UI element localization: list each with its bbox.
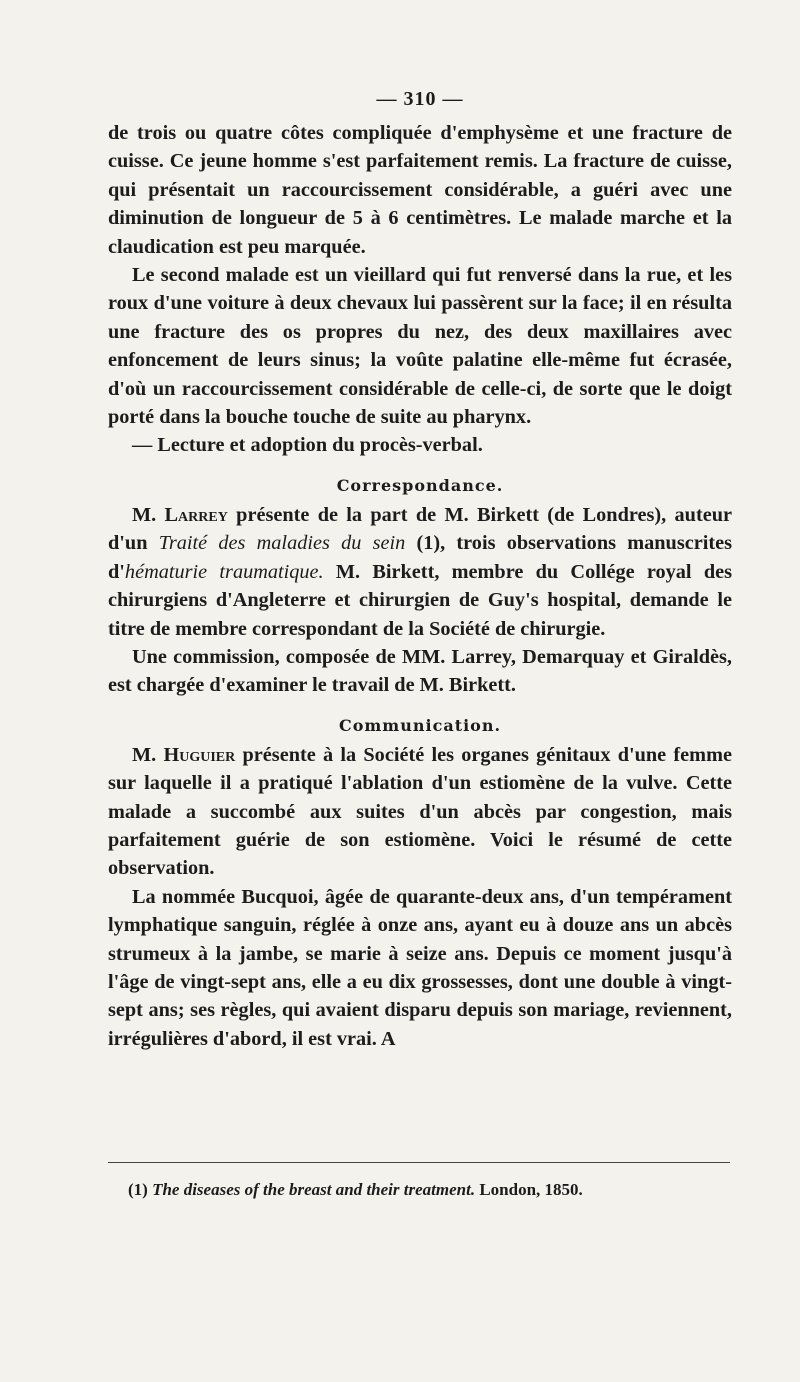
- page-number: — 310 —: [376, 88, 464, 110]
- footnote: [128, 1180, 583, 1200]
- paragraph-4: [108, 501, 732, 643]
- paragraph-6: [108, 741, 732, 883]
- author-name-larrey: Larrey: [164, 503, 228, 526]
- paragraph-5: Une commission, composée de MM. Larrey, Demarquay et Giraldès, est chargée d'examiner le travail de M. Birkett.: [108, 645, 732, 697]
- paragraph-1: de trois ou quatre côtes compliquée d'emphysème et une fracture de cuisse. Ce jeune homme s'est parfaitement remis. La fracture de cuisse, qui présentait un raccourcissement considérable, a guéri avec une diminution de longueur de 5 à 6 centimètres. Le malade marche et la claudication est peu marquée.: [108, 122, 732, 258]
- page-body: [108, 88, 732, 1053]
- footnote-title: The diseases of the breast and their treatment.: [152, 1180, 476, 1199]
- book-title: Traité des maladies du sein: [158, 532, 406, 555]
- text-run: présente à la Société les organes génitaux d'une femme sur laquelle il a pratiqué l'ablation d'un estiomène de la vulve. Cette malade a succombé aux suites d'un abcès par congestion, mais parfaitement guérie de son estiomène. Voici le résumé de cette observation.: [108, 743, 732, 880]
- text-run: M. Birkett, membre du Collége royal des chirurgiens d'Angleterre et chirurgien de Guy's hospital, demande le titre de membre correspondant de la Société de chirurgie.: [108, 560, 733, 640]
- footnote-marker: (1): [128, 1180, 153, 1199]
- text-run: M.: [132, 503, 165, 526]
- paragraph-7: La nommée Bucquoi, âgée de quarante-deux ans, d'un tempérament lymphatique sanguin, réglée à onze ans, ayant eu à douze ans un abcès strumeux à la jambe, se marie à seize ans. Depuis ce moment jusqu'à l'âge de vingt-sept ans, elle a eu dix grossesses, dont une double à vingt-sept ans; ses règles, qui avaient disparu depuis son mariage, reviennent, irrégulières d'abord, il est vrai. A: [108, 885, 732, 1050]
- footnote-divider: [108, 1162, 730, 1163]
- text-run: (1), trois observations manuscrites d': [108, 532, 732, 583]
- text-run: M.: [132, 743, 164, 766]
- paragraph-2: Le second malade est un vieillard qui fut renversé dans la rue, et les roux d'une voiture à deux chevaux lui passèrent sur la face; il en résulta une fracture des os propres du nez, des deux maxillaires avec enfoncement de leurs sinus; la voûte palatine elle-même fut écrasée, d'où un raccourcissement considérable de celle-ci, de sorte que le doigt porté dans la bouche touche de suite au pharynx.: [108, 264, 732, 429]
- footnote-rest: London, 1850.: [475, 1180, 583, 1199]
- section-heading-communication: Communication.: [338, 715, 502, 735]
- author-name-huguier: Huguier: [163, 743, 236, 766]
- text-run: présente de la part de M. Birkett (de Londres), auteur d'un: [108, 503, 732, 555]
- paragraph-3: — Lecture et adoption du procès-verbal.: [132, 434, 483, 457]
- section-heading-correspondance: Correspondance.: [336, 475, 504, 495]
- observation-title: hématurie traumatique.: [124, 560, 324, 583]
